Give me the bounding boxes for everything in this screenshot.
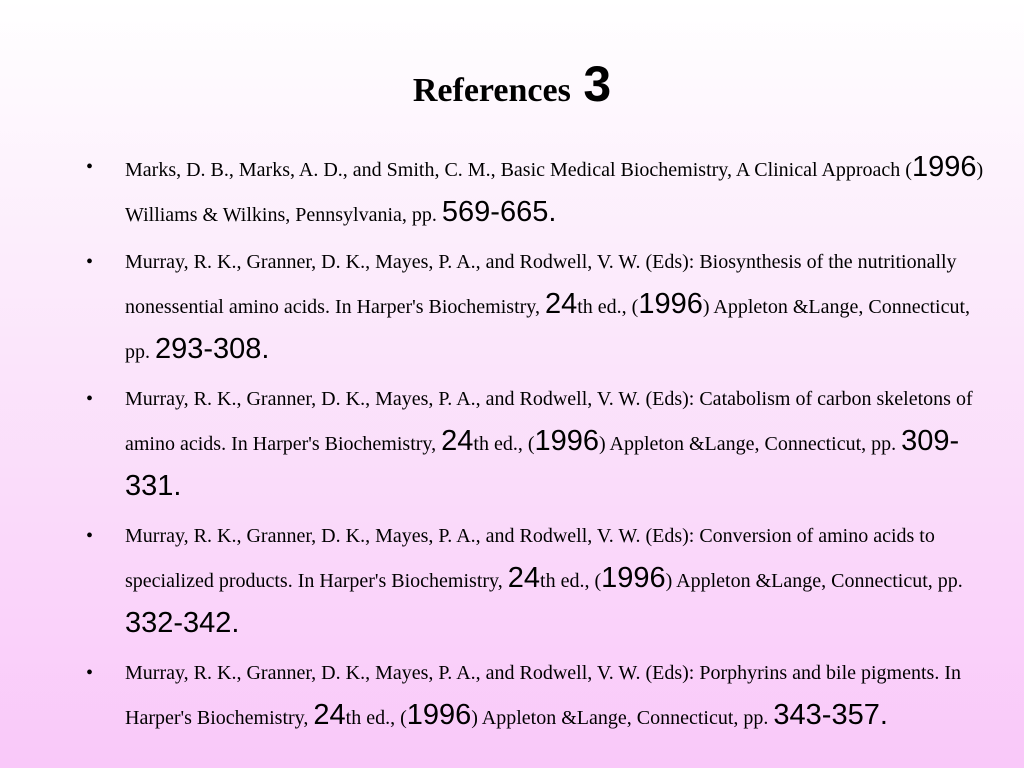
bullet-marker: •: [86, 525, 94, 547]
reference-text-segment: th ed., (: [577, 296, 639, 318]
slide-title: [0, 54, 1024, 114]
reference-text-segment: 343-357.: [773, 699, 888, 731]
reference-text-segment: th ed., (: [540, 570, 602, 592]
reference-text-segment: 1996: [406, 699, 472, 731]
reference-text-segment: Murray, R. K., Granner, D. K., Mayes, P. A., and Rodwell, V. W. (Eds): Catabolism of carbon skeletons of amino acids. In Harper's Biochemistry,: [125, 388, 973, 455]
reference-text-segment: th ed., (: [345, 707, 407, 729]
reference-text-segment: Murray, R. K., Granner, D. K., Mayes, P. A., and Rodwell, V. W. (Eds): Porphyrins and bile pigments. In Harper's Biochemistry,: [125, 662, 961, 729]
reference-item: [0, 146, 1024, 236]
reference-text-segment: ) Appleton &Lange, Connecticut, pp.: [125, 296, 971, 363]
reference-text-segment: 569-665.: [441, 196, 557, 228]
reference-text-segment: Murray, R. K., Granner, D. K., Mayes, P. A., and Rodwell, V. W. (Eds): Conversion of amino acids to specialized products. In Harper's Biochemistry,: [125, 525, 935, 592]
slide-title-number: 3: [583, 56, 612, 112]
reference-text-segment: 24: [313, 699, 346, 731]
reference-text-segment: ) Appleton &Lange, Connecticut, pp.: [665, 570, 963, 592]
reference-text-segment: th ed., (: [473, 433, 535, 455]
reference-text-segment: 332-342.: [125, 607, 240, 639]
reference-item: [0, 652, 1024, 739]
bullet-marker: •: [86, 662, 94, 684]
reference-text-segment: 24: [544, 288, 578, 320]
reference-text-segment: 24: [441, 425, 474, 457]
reference-text-segment: 309-331.: [125, 425, 960, 502]
reference-text-segment: ) Appleton &Lange, Connecticut, pp.: [599, 433, 902, 455]
bullet-marker: •: [86, 388, 94, 410]
reference-item: [0, 515, 1024, 647]
reference-text-segment: 1996: [601, 562, 666, 594]
reference-text-segment: ) Appleton &Lange, Connecticut, pp.: [471, 707, 774, 729]
reference-text-segment: Murray, R. K., Granner, D. K., Mayes, P. A., and Rodwell, V. W. (Eds): Biosynthesis of the nutritionally nonessential amino acids. In Harper's Biochemistry,: [125, 251, 957, 318]
reference-text-segment: 1996: [911, 151, 977, 183]
reference-text-segment: 24: [507, 562, 541, 594]
reference-text-segment: 293-308.: [155, 333, 270, 365]
reference-item: [0, 241, 1024, 373]
reference-text-segment: ) Williams & Wilkins, Pennsylvania, pp.: [125, 159, 984, 226]
slide-title-text: References: [412, 72, 571, 109]
bullet-marker: •: [86, 251, 94, 273]
reference-item: [0, 378, 1024, 510]
reference-list: [0, 146, 1024, 744]
reference-text-segment: 1996: [534, 425, 599, 457]
bullet-marker: •: [86, 156, 94, 178]
reference-text-segment: Marks, D. B., Marks, A. D., and Smith, C. M., Basic Medical Biochemistry, A Clinical Approach (: [125, 159, 912, 181]
reference-text-segment: 1996: [638, 288, 703, 320]
